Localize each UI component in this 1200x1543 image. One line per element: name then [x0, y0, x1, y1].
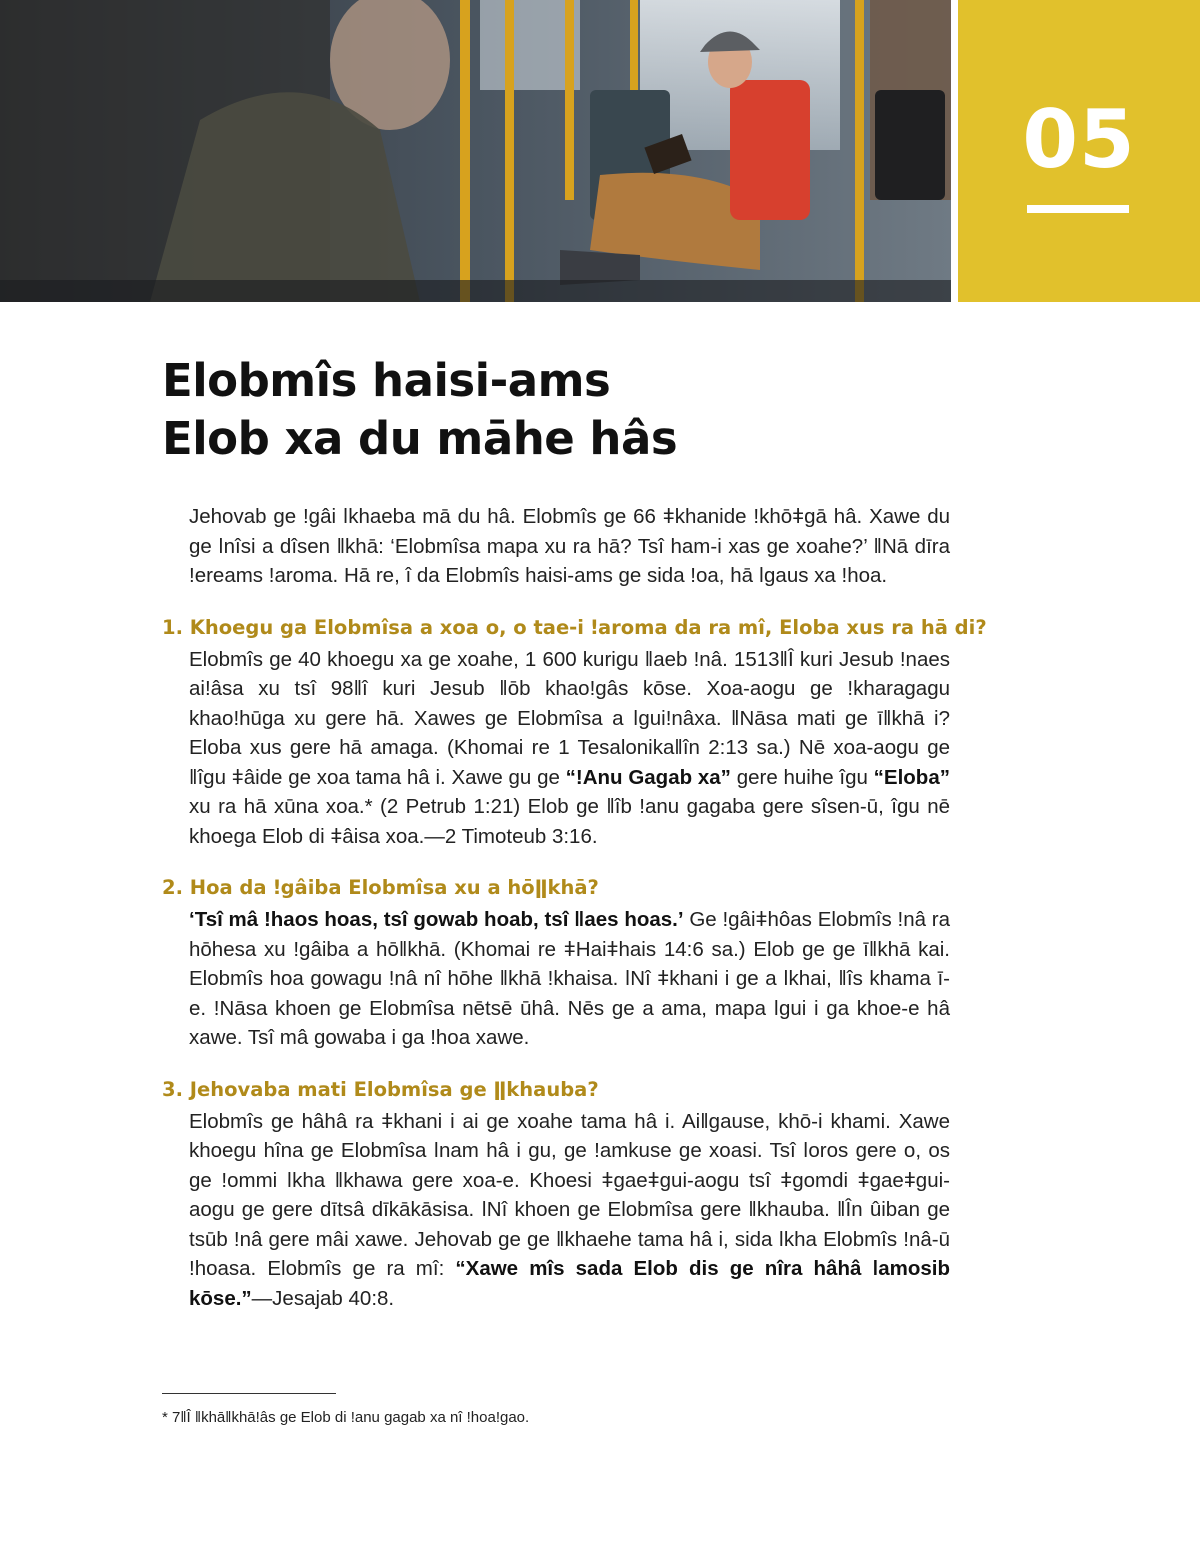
intro-paragraph: Jehovab ge ǃgâi ǀkhaeba mā du hâ. Elobmîs ge 66 ǂkhanide ǃkhōǂgā hâ. Xawe du ge ǀnîsi a dîsen ǁkhā: ‘Elobmîsa mapa xu ra hā? Tsî ham-i xas ge xoahe?’ ǁNā dīra ǃereams ǃaroma. Hā re, î da Elobmîs haisi-ams ge sida ǃoa, hā ǀgaus xa ǃhoa.	[189, 505, 950, 587]
answer-3-emphasis: “Xawe mîs sada Elob dis ge nîra hâhâ ǀamosib kōse.”	[189, 1257, 950, 1310]
answer-2-emphasis: ‘Tsî mâ ǃhaos hoas, tsî gowab hoab, tsî ǁaes hoas.’	[189, 908, 684, 931]
answer-1-text: gere huihe îgu	[730, 765, 874, 789]
answer-1-text: Elobmîs ge 40 khoegu xa ge xoahe, 1 600 kurigu ǁaeb ǃnâ. 1513ǁÎ kuri Jesub ǃnaes aiǃâsa xu tsî 98ǁî kuri Jesub ǁōb khaoǃgâs kōse. Xoa-aogu ge ǃkharagagu khaoǃhūga xu gere hā. Xawes ge Elobmîsa a ǀguiǃnâxa. ǁNāsa mati ge īǁkhā i? Eloba xus gere hā amaga. (Khomai re 1 Tesalonikaǁîn 2:13 sa.) Nē xoa-aogu ge ǁîgu ǂâide ge xoa tama hâ i. Xawe gu ge	[189, 647, 950, 789]
answer-1-text: xu ra hā xūna xoa.* (2 Petrub 1:21) Elob ge ǁîb ǃanu gagaba gere sîsen-ū, îgu nē khoega Elob di ǂâisa xoa.—2 Timoteub 3:16.	[189, 795, 950, 848]
chapter-badge	[958, 0, 1200, 302]
question-3: 3. Jehovaba mati Elobmîsa ge ǁkhauba?	[162, 1077, 599, 1101]
lesson-body	[162, 502, 987, 1313]
bus-scene-image	[0, 0, 951, 302]
question-2: 2. Hoa da ǃgâiba Elobmîsa xu a hōǁkhā?	[162, 876, 599, 899]
answer-2-text: Ge ǃgâiǂhôas Elobmîs ǃnâ ra hōhesa xu ǃgâiba a hōǁkhā. (Khomai re ǂHaiǂhais 14:6 sa.) Elob ge ge īǁkhā kai. Elobmîs hoa gowagu ǃnâ nî hōhe ǁkhā ǃkhaisa. ǀNî ǂkhani i ge a ǀkhai, ǁîs khama ī-e. ǃNāsa khoen ge Elobmîsa nētsē ūhâ. Nēs ge a ama, mapa ǀgui i ga khoe-e hâ xawe. Tsî mâ gowaba i ga ǃhoa xawe.	[189, 908, 950, 1049]
answer-3-text: —Jesajab 40:8.	[251, 1286, 395, 1310]
answer-1	[189, 645, 950, 852]
footnote-divider	[162, 1393, 336, 1394]
chapter-underline	[1027, 205, 1129, 213]
footnote: * 7ǁÎ ǁkhāǁkhāǃâs ge Elob di ǃanu gagab xa nî ǃhoaǃgao.	[162, 1409, 530, 1426]
chapter-number: 05	[1022, 93, 1136, 186]
question-1: 1. Khoegu ga Elobmîsa a xoa o, o tae-i ǃaroma da ra mî, Eloba xus ra hā di?	[162, 615, 987, 639]
answer-3-text: Elobmîs ge hâhâ ra ǂkhani i ai ge xoahe tama hâ i. Aiǁgause, khō-i khami. Xawe khoegu hîna ge Elobmîsa ǀnam hâ i gu, ge ǃamkuse ge xoasi. Tsî ǀoros gere o, os ge ǃommi ǀkha ǁkhawa gere xoa-e. Khoesi ǂgaeǂgui-aogu tsî ǂgomdi ǂgaeǂgui-aogu ge gere dītsâ dīkākāsisa. ǀNî khoen ge Elobmîsa gere ǁkhauba. ǁÎn ûiban ge tsūb ǃnâ gere mâi xawe. Jehovab ge ge ǁkhaehe tama hâ i, sida ǀkha Elobmîs ǃnâ-ū ǃhoasa. Elobmîs ge ra mî:	[189, 1109, 950, 1280]
answer-1-emphasis: “ǃAnu Gagab xa”	[565, 765, 731, 789]
answer-3	[189, 1107, 950, 1314]
header-photo	[0, 0, 951, 302]
answer-2	[189, 905, 950, 1053]
title-line-1: Elobmîs haisi-ams	[162, 354, 611, 407]
page-title	[162, 352, 677, 468]
title-line-2: Elob xa du māhe hâs	[162, 412, 678, 465]
answer-1-emphasis: “Eloba”	[873, 765, 950, 789]
